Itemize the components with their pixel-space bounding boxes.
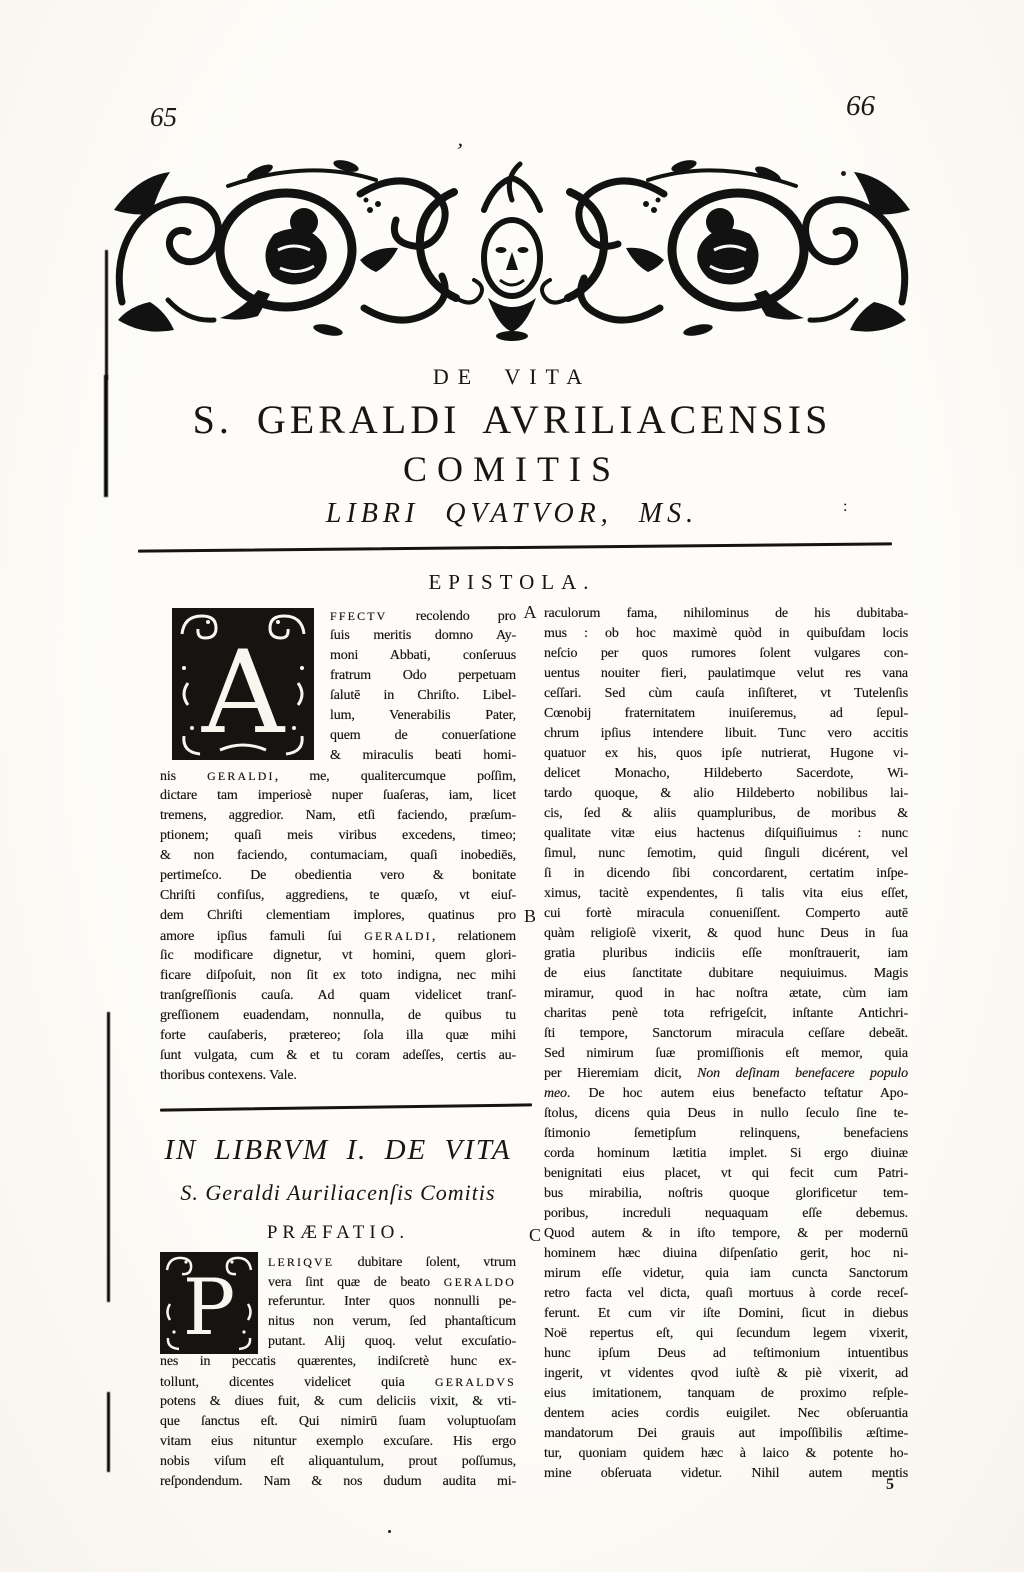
text-line: nobis viſum eſt aliquantulum, prout poſſumus, — [160, 1454, 516, 1469]
drop-cap-letter: A — [201, 626, 285, 759]
text-line: bus mirabilia, noſtris quoque glorificetur tem- — [544, 1186, 908, 1201]
text-segment: , relationem — [431, 929, 516, 944]
text-line — [544, 1084, 908, 1104]
text-segment: FFECTV — [330, 609, 388, 623]
text-line: mirum eſſe videtur, quia iam cuncta Sanctorum — [544, 1266, 908, 1281]
text-line: vitam eius nituntur exemplo excuſare. His ergo — [160, 1434, 516, 1449]
text-segment: amore ipſius famuli ſui — [160, 929, 365, 944]
text-line: ximus, tacitè expendentes, ſi talis vita eius eſſet, — [544, 886, 908, 901]
text-line: Sed nimirum ſuæ promiſſionis eſt memor, quia — [544, 1046, 908, 1061]
text-segment: recolendo pro — [387, 609, 516, 624]
text-line: Quod autem & in iſto tempore, & per modernū — [544, 1226, 908, 1241]
text-line: dem Chriſti clementiam implores, quatinus pro — [160, 908, 516, 923]
title-subtitle: LIBRI QVATVOR, MS. — [325, 498, 699, 529]
headpiece-ornament — [108, 150, 916, 348]
text-line: ficare diſpoſuit, non ſit ex toto indigna, nec mihi — [160, 968, 516, 983]
text-line: raculorum fama, nihilominus de his dubitaba- — [544, 606, 908, 621]
text-segment: dubitare ſolent, vtrum — [334, 1255, 516, 1270]
text-line: ingerit, vt videntes qvod iuſtè & piè vixerit, ad — [544, 1366, 908, 1381]
text-line: ſi in dicendo ſibi concordarent, certatim inſpe- — [544, 866, 908, 881]
text-line: ſti tempore, Sanctorum miracula ceſſare debeāt. — [544, 1026, 908, 1041]
text-line: delicet Monacho, Hildeberto Sacerdote, Wi- — [544, 766, 908, 781]
drop-cap-letter: P — [182, 1263, 236, 1353]
text-line: neſcio per quos rumores ſolent vulgares con- — [544, 646, 908, 661]
text-line: putant. Alij quoq. velut excuſatio- — [268, 1334, 516, 1349]
main-title-line1: S. GERALDI AVRILIACENSIS — [192, 397, 832, 442]
ink-speck — [388, 1530, 391, 1533]
epistola-heading: EPISTOLA. — [428, 570, 596, 594]
text-line: lum, Venerabilis Pater, — [330, 708, 516, 723]
text-line: cui fortè miracula conueniſſent. Comperto autē — [544, 906, 908, 921]
text-segment: meo — [544, 1086, 567, 1101]
text-line: chrum ipſius intendere libuit. Tunc vero accitis — [544, 726, 908, 741]
text-line: referuntur. Inter quos nonnulli pe- — [268, 1294, 516, 1309]
text-line: nes in peccatis quærentes, indiſcretè hunc ex- — [160, 1354, 516, 1369]
text-line: tranſgreſſionis cauſa. Ad quam videlicet tranſ- — [160, 988, 516, 1003]
text-segment: GERALDI — [207, 769, 275, 783]
text-line: que ſanctus eſt. Qui nimirū ſuam voluptuoſam — [160, 1414, 516, 1429]
text-line: forte cauſaberis, prætereo; ſola illa quæ mihi — [160, 1028, 516, 1043]
text-line: mine obſeruata videtur. Nihil autem mentis — [544, 1466, 908, 1481]
epistola-full-column — [160, 766, 516, 1086]
text-line: ſunt vulgata, cum & et tu coram adeſſes, certis au- — [160, 1048, 516, 1063]
text-line: ſtimonio ſemetipſum relinquens, benefaciens — [544, 1126, 908, 1141]
praefatio-indented-column — [268, 1252, 516, 1352]
text-line: greſſionem euadendam, nonnulla, de quibus tu — [160, 1008, 516, 1023]
page-number-left: 65 — [150, 102, 177, 132]
binding-edge-mark — [107, 1012, 110, 1302]
text-line — [160, 1372, 516, 1392]
drop-cap-initial-A — [172, 608, 314, 760]
text-line: Noë repertus eſt, qui ſecundum legem vixerit, — [544, 1326, 908, 1341]
text-segment: GERALDI — [364, 929, 432, 943]
text-line: hominem hæc diuina diſpenſatio gerit, hoc ni- — [544, 1246, 908, 1261]
text-line: quem de conuerſatione — [330, 728, 516, 743]
text-line: nitus non verum, ſed phantaſticum — [268, 1314, 516, 1329]
text-line: miramur, quod in hac noſtra ætate, cùm iam — [544, 986, 908, 1001]
text-line: de eius ſanctitate dubitare nequiuimus. Magis — [544, 966, 908, 981]
text-line: quàm religioſè vixerit, & quod hunc Deus in ſua — [544, 926, 908, 941]
text-line: corda hominum lætitia implet. Si ergo diuinæ — [544, 1146, 908, 1161]
text-segment: LERIQVE — [268, 1255, 335, 1269]
text-segment: GERALDVS — [434, 1375, 516, 1389]
text-line: ſic modificare dignetur, vt homini, quem glori- — [160, 948, 516, 963]
text-line: ſimul, nunc ſemotim, quid ſinguli dicérent, vel — [544, 846, 908, 861]
text-line: potens & diues fuit, & cum deliciis vixit, & vti- — [160, 1394, 516, 1409]
text-line: fratrum Odo perpetuam — [330, 668, 516, 683]
margin-letter-b: B — [523, 906, 536, 926]
text-segment: Non deſinam benefacere populo — [697, 1066, 908, 1081]
text-line: uentus nouiter fieri, paulatimque velut res vana — [544, 666, 908, 681]
text-line: qualitate vitæ eius hactenus diſquiſiuimus : nunc — [544, 826, 908, 841]
text-line: moni Abbati, conſeruus — [330, 648, 516, 663]
margin-letter-c: C — [528, 1225, 541, 1245]
text-segment: per Hieremiam dicit, — [544, 1066, 698, 1081]
text-line: benignitati eius placet, vt qui fecit cum Patri- — [544, 1166, 908, 1181]
text-line: ptionem; quaſi meis viribus excedens, timeo; — [160, 828, 516, 843]
text-line: dentem acies cordis euigilet. Nec obſeruantia — [544, 1406, 908, 1421]
text-line: & non faciendo, contumaciam, quaſi inobediēs, — [160, 848, 516, 863]
text-segment: , me, qualitercumque poſſim, — [274, 769, 516, 784]
text-line — [268, 1272, 516, 1292]
liber1-subheading: S. Geraldi Auriliacenſis Comitis — [180, 1180, 496, 1205]
text-line — [160, 766, 516, 786]
text-segment: tollunt, dicentes videlicet quia — [160, 1375, 435, 1390]
ink-speck: : — [843, 498, 848, 515]
text-line: cis, ſed & aliis quampluribus, de moribus & — [544, 806, 908, 821]
text-line: Chriſti confiſus, aggrediens, te quæſo, vt eiuſ- — [160, 888, 516, 903]
text-line: hunc ipſum Deus ad teſtimonium intuentibus — [544, 1346, 908, 1361]
text-line: & miraculis beati homi- — [330, 748, 516, 763]
praefatio-heading: PRÆFATIO. — [266, 1222, 410, 1243]
text-segment: vera ſint quæ de beato — [268, 1275, 444, 1290]
praefatio-full-column — [160, 1352, 516, 1492]
text-line: gratia pluribus indiciis eſſe monſtrauerit, iam — [544, 946, 908, 961]
main-title-line2: COMITIS — [402, 449, 621, 489]
text-segment: . De hoc autem eius benefacto teſtatur Apo- — [566, 1086, 908, 1101]
text-line: pertimeſco. De obedientia vero & bonitate — [160, 868, 516, 883]
text-line: poribus, increduli nequaquam eſſe debemus. — [544, 1206, 908, 1221]
text-line: dictare tam imperiosè nuper ſuaſeras, iam, licet — [160, 788, 516, 803]
text-line — [160, 926, 516, 946]
page-number-right: 66 — [846, 90, 875, 122]
title-divider-rule — [138, 542, 892, 552]
text-line: charitas penè tota refrigeſcit, inſtante Antichri- — [544, 1006, 908, 1021]
epistola-indented-column — [330, 606, 516, 766]
text-line: quatuor ex his, quos ipſe nutrierat, Hugone vi- — [544, 746, 908, 761]
text-line — [268, 1252, 516, 1272]
text-line: ferunt. Et cum vir iſte Domini, ſicut in diebus — [544, 1306, 908, 1321]
text-line: ſuis meritis domno Ay- — [330, 628, 516, 643]
text-line: tardo quoque, & alio Hildeberto nobilibus lai- — [544, 786, 908, 801]
drop-cap-initial-P — [160, 1252, 258, 1354]
text-line: tur, quoniam quidem hæc à laico & potente ho- — [544, 1446, 908, 1461]
text-line: mandatorum Dei grauis aut impoſſibilis æſtime- — [544, 1426, 908, 1441]
liber1-heading: IN LIBRVM I. DE VITA — [164, 1134, 512, 1166]
text-line: thoribus contexens. Vale. — [160, 1068, 297, 1083]
text-line: reſpondendum. Nam & nos dudum audita mi- — [160, 1474, 516, 1489]
text-segment: GERALDO — [443, 1275, 516, 1289]
right-text-column — [544, 604, 908, 1484]
binding-edge-mark — [107, 1392, 110, 1472]
text-line: tremens, aggredior. Nam, etſi faciendo, præſum- — [160, 808, 516, 823]
text-line — [544, 1064, 908, 1084]
text-line: ſtolus, dicens quia Deus in nullo ſeculo ſine te- — [544, 1106, 908, 1121]
ink-speck: , — [456, 125, 468, 152]
title-kicker: DE VITA — [432, 364, 592, 389]
margin-letter-a: A — [523, 602, 537, 622]
signature-mark: 5 — [886, 1476, 894, 1493]
text-line: eius imitationem, tanquam de proximo reſple- — [544, 1386, 908, 1401]
section-divider-rule — [160, 1103, 532, 1111]
text-line: Cœnobij fraternitatem inuiſeremus, ad ſepul- — [544, 706, 908, 721]
text-segment: nis — [160, 769, 208, 784]
text-line: mus : ob hoc maximè quòd in quibuſdam locis — [544, 626, 908, 641]
text-line — [330, 606, 516, 626]
text-line: ceſſari. Sed cùm cauſa inſiſteret, vt Tutelenſis — [544, 686, 908, 701]
text-line: retro facta vel dicta, quaſi mortuus à corde receſ- — [544, 1286, 908, 1301]
text-line: ſalutē in Chriſto. Libel- — [330, 688, 516, 703]
